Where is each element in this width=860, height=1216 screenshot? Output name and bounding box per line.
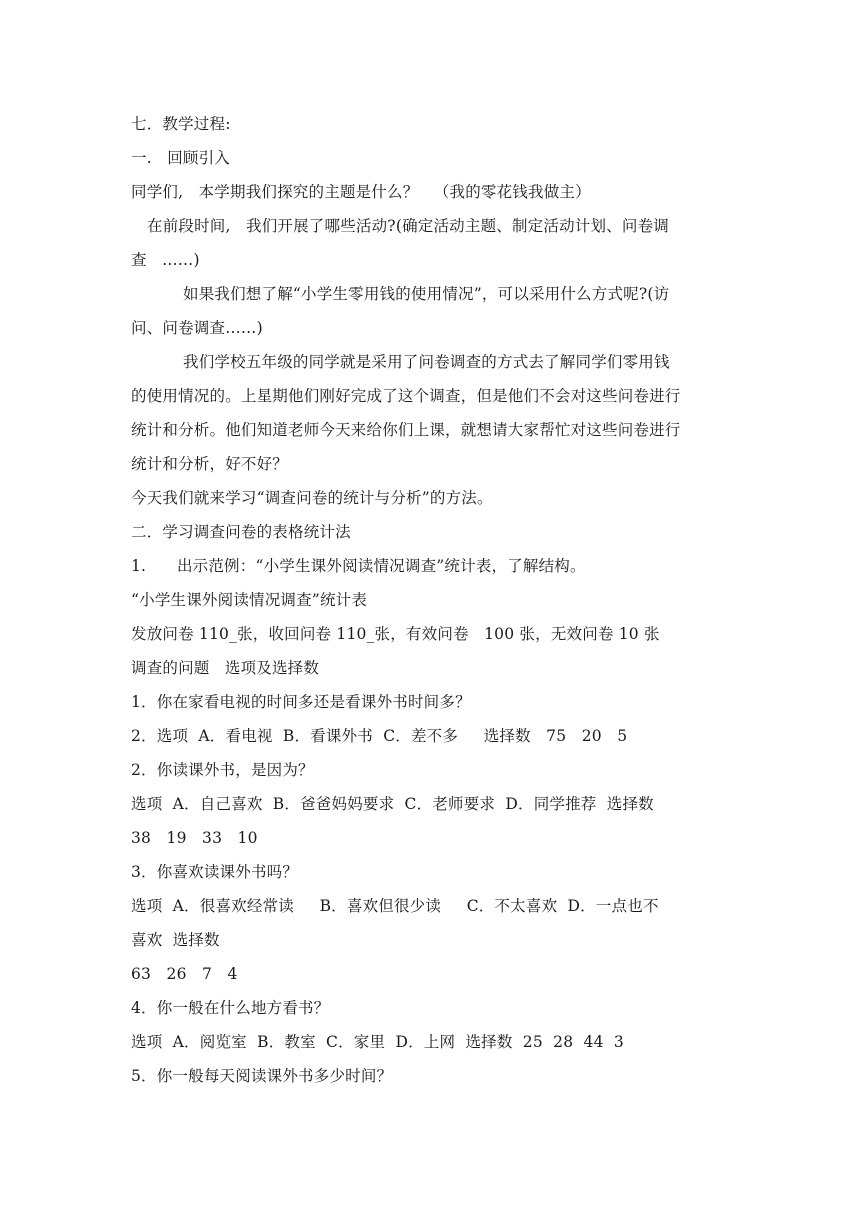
document-page (131, 107, 731, 1093)
survey-counts: 38 19 33 10 (131, 829, 258, 847)
paragraph-line: 统计和分析，好不好？ (131, 455, 289, 473)
paragraph-line: 在前段时间, 我们开展了哪些活动?(确定活动主题、制定活动计划、问卷调 (147, 217, 669, 235)
survey-question: 5．你一般每天阅读课外书多少时间？ (131, 1067, 393, 1085)
subheading-review-intro: 一. 回顾引入 (131, 149, 231, 167)
table-title: “小学生课外阅读情况调查”统计表 (131, 591, 368, 609)
subheading-table-method: 二．学习调查问卷的表格统计法 (131, 523, 351, 541)
survey-options: 选项 A．很喜欢经常读 B．喜欢但很少读 C．不太喜欢 D．一点也不 (131, 897, 659, 915)
survey-options: 选项 A．阅览室 B．教室 C．家里 D．上网 选择数 25 28 44 3 (131, 1033, 624, 1051)
paragraph-line: 查 ……) (131, 251, 200, 269)
survey-summary: 发放问卷 110_张，收回问卷 110_张，有效问卷 100 张，无效问卷 10 张 (131, 625, 660, 643)
paragraph-line: 问、问卷调查……) (131, 319, 263, 337)
survey-question: 1．你在家看电视的时间多还是看课外书时间多？ (131, 693, 471, 711)
survey-options: 选项 A．自己喜欢 B．爸爸妈妈要求 C．老师要求 D．同学推荐 选择数 (131, 795, 654, 813)
survey-counts: 63 26 7 4 (131, 965, 238, 983)
paragraph-line: 1. 出示范例：“小学生课外阅读情况调查”统计表，了解结构。 (131, 557, 586, 575)
section-heading-teaching-process: 七．教学过程: (131, 115, 231, 133)
survey-question: 4．你一般在什么地方看书？ (131, 999, 330, 1017)
paragraph-line: 如果我们想了解“小学生零用钱的使用情况”，可以采用什么方式呢?(访 (183, 285, 670, 303)
paragraph-line: 统计和分析。他们知道老师今天来给你们上课，就想请大家帮忙对这些问卷进行 (131, 421, 681, 439)
paragraph-line: 同学们, 本学期我们探究的主题是什么？ （我的零花钱我做主） (131, 183, 591, 201)
paragraph-line: 的使用情况的。上星期他们刚好完成了这个调查，但是他们不会对这些问卷进行 (131, 387, 681, 405)
paragraph-line: 我们学校五年级的同学就是采用了问卷调查的方式去了解同学们零用钱 (183, 353, 670, 371)
table-header: 调查的问题 选项及选择数 (131, 659, 320, 677)
survey-options: 喜欢 选择数 (131, 931, 220, 949)
survey-question: 2．你读课外书，是因为？ (131, 761, 314, 779)
survey-options: 2．选项 A．看电视 B．看课外书 C．差不多 选择数 75 20 5 (131, 727, 628, 745)
paragraph-line: 今天我们就来学习“调查问卷的统计与分析”的方法。 (131, 489, 493, 507)
survey-question: 3．你喜欢读课外书吗？ (131, 863, 299, 881)
